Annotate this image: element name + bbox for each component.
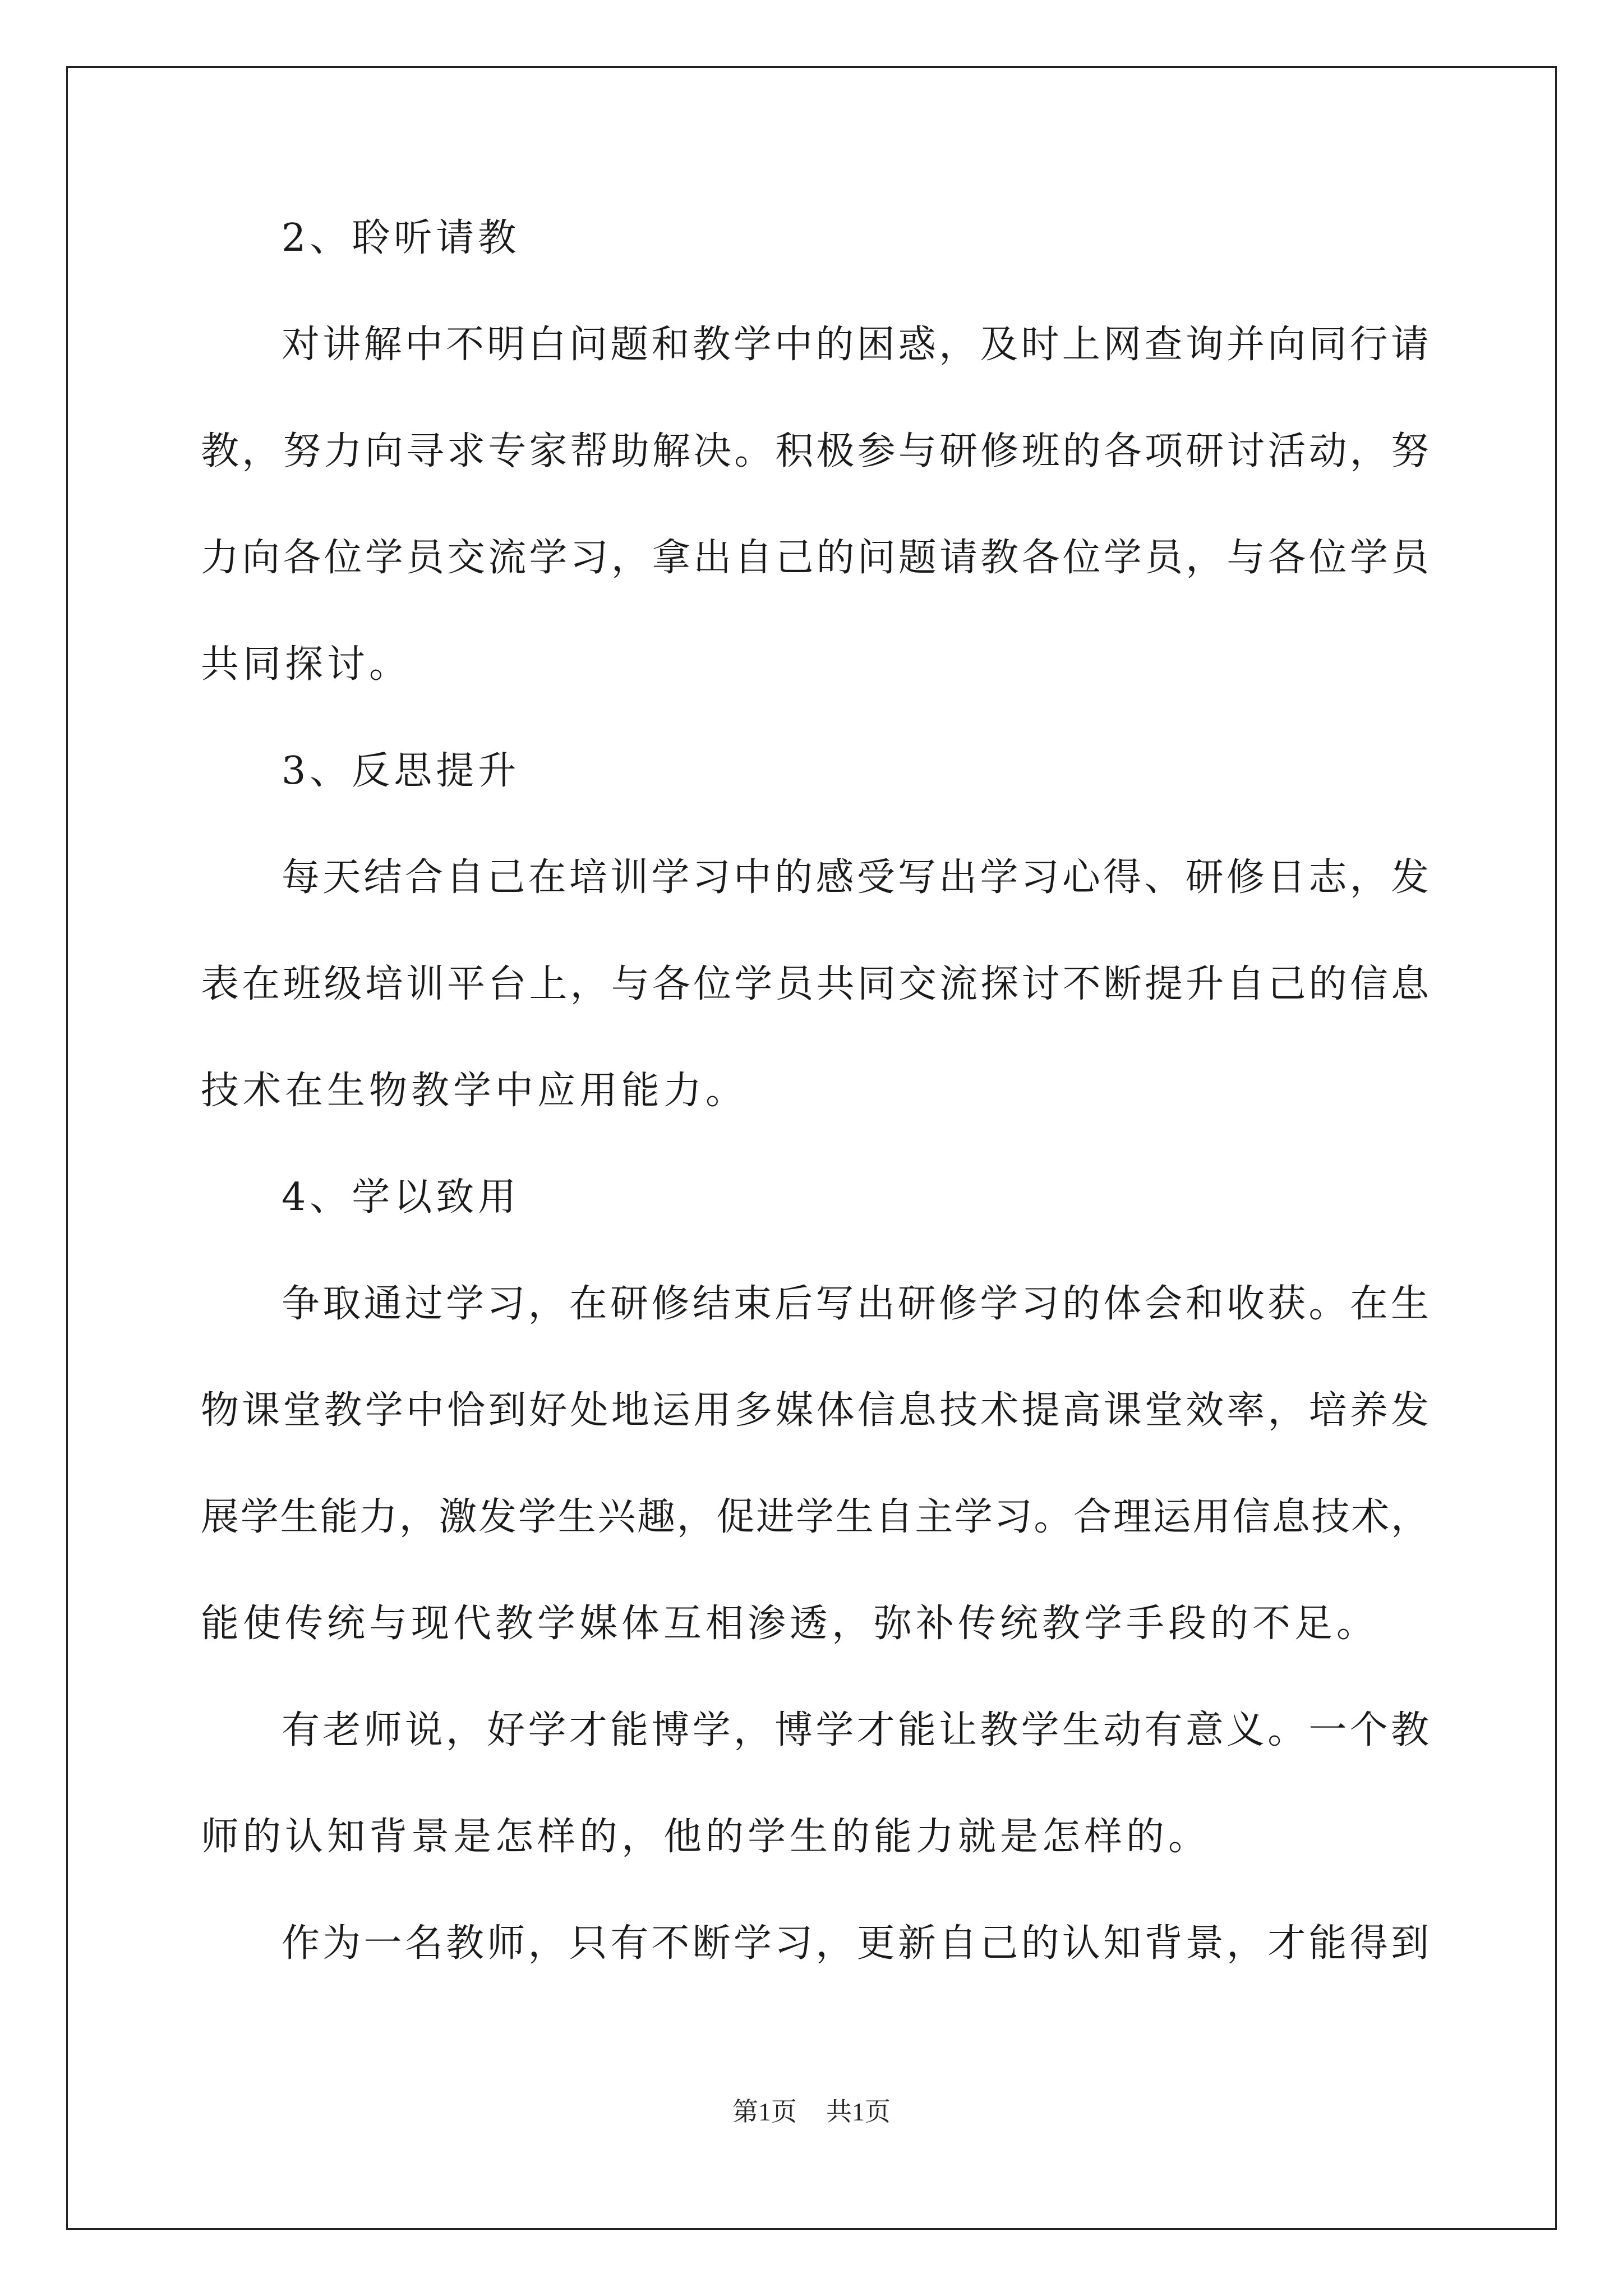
paragraph-line: 作为一名教师，只有不断学习，更新自己的认知背景，才能得到 [282, 1921, 1429, 1966]
section-heading: 4、学以致用 [282, 1175, 520, 1220]
paragraph-line: 物课堂教学中恰到好处地运用多媒体信息技术提高课堂效率，培养发 [201, 1388, 1429, 1433]
paragraph-line: 教，努力向寻求专家帮助解决。积极参与研修班的各项研讨活动，努 [201, 429, 1429, 473]
paragraph-line: 有老师说，好学才能博学，博学才能让教学生动有意义。一个教 [282, 1708, 1429, 1752]
paragraph-line: 共同探讨。 [201, 642, 412, 687]
paragraph-line: 对讲解中不明白问题和教学中的困惑，及时上网查询并向同行请 [282, 323, 1429, 367]
section-heading: 2、聆听请教 [282, 216, 520, 260]
paragraph-line: 每天结合自己在培训学习中的感受写出学习心得、研修日志，发 [282, 855, 1429, 900]
page-number: 第1页 [732, 2097, 797, 2126]
page-total: 共1页 [826, 2097, 891, 2126]
paragraph-line: 争取通过学习，在研修结束后写出研修学习的体会和收获。在生 [282, 1282, 1429, 1326]
section-heading: 3、反思提升 [282, 749, 520, 793]
page-footer [0, 2095, 1623, 2129]
paragraph-line: 力向各位学员交流学习，拿出自己的问题请教各位学员，与各位学员 [201, 536, 1429, 580]
paragraph-line: 技术在生物教学中应用能力。 [201, 1069, 748, 1113]
paragraph-line: 表在班级培训平台上，与各位学员共同交流探讨不断提升自己的信息 [201, 962, 1429, 1006]
paragraph-line: 师的认知背景是怎样的，他的学生的能力就是怎样的。 [201, 1815, 1211, 1859]
page-border [66, 66, 1557, 2230]
paragraph-line: 能使传统与现代教学媒体互相渗透，弥补传统教学手段的不足。 [201, 1602, 1379, 1646]
paragraph-line: 展学生能力，激发学生兴趣，促进学生自主学习。合理运用信息技术， [201, 1495, 1429, 1539]
